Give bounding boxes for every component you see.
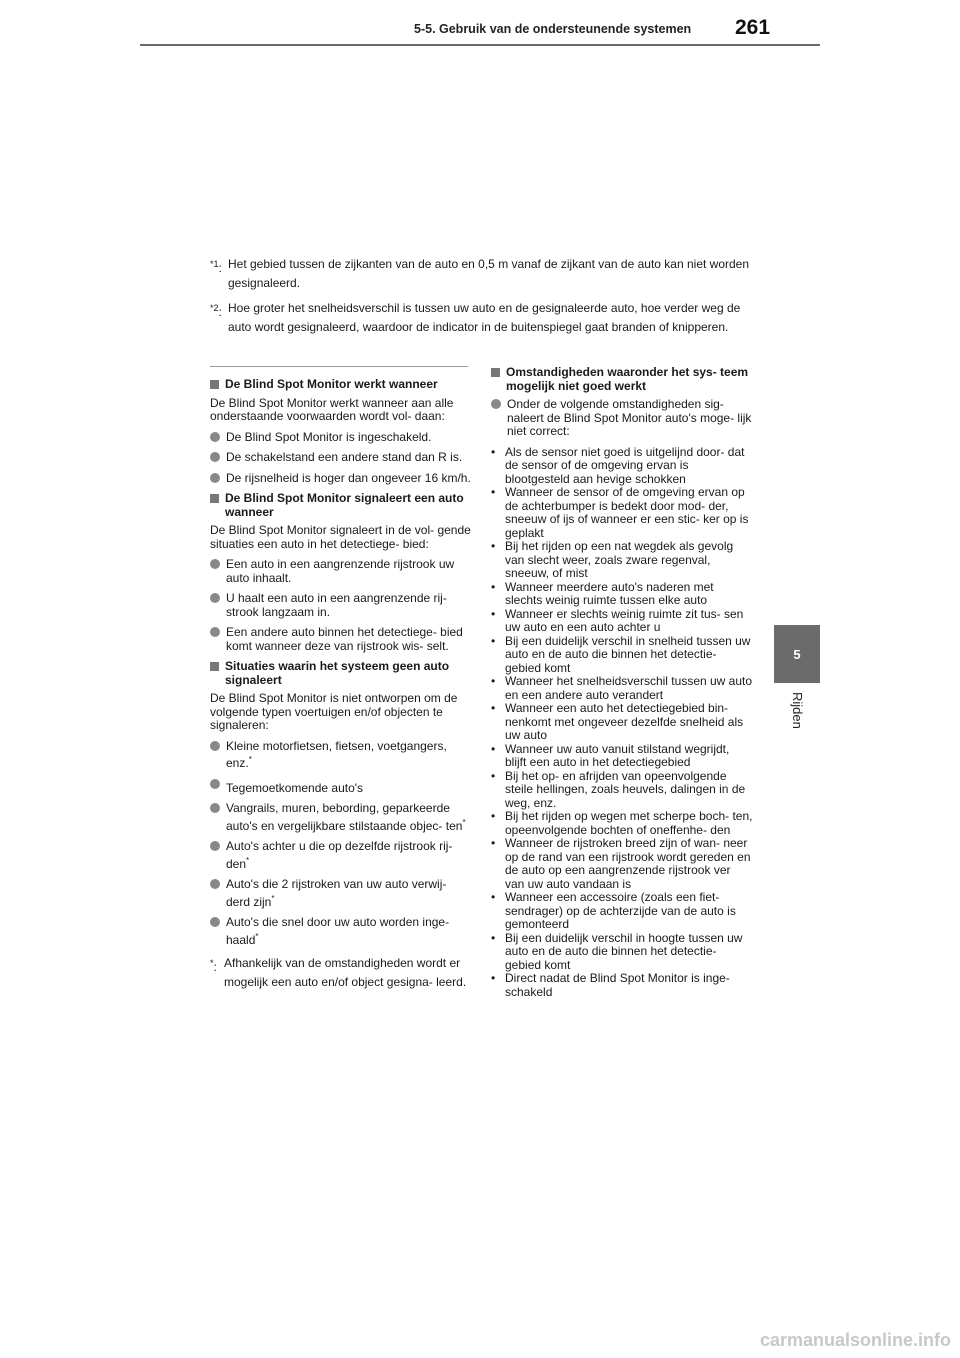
condition-text: Wanneer het snelheidsverschil tussen uw auto en een andere auto verandert xyxy=(505,674,753,702)
condition-text: Direct nadat de Blind Spot Monitor is inge- schakeld xyxy=(505,971,730,999)
section-heading: Situaties waarin het systeem geen auto signaleert xyxy=(210,660,472,687)
condition-text: Wanneer er slechts weinig ruimte zit tus- sen uw auto en een auto achter u xyxy=(505,606,744,634)
condition-text: Wanneer de rijstroken breed zijn of wan- neer op de rand van een rijstrook wordt gereden en de auto op een aangrenzende rijstrook ver van uw auto vandaan is xyxy=(505,836,751,891)
square-bullet-icon xyxy=(210,380,219,389)
chapter-label: Rijden xyxy=(790,692,805,729)
condition-text: Bij het rijden op een nat wegdek als gevolg van slecht weer, zoals zware regenval, sneeuw, of mist xyxy=(505,539,734,580)
condition-text: Wanneer de sensor of de omgeving ervan op de achterbumper is bedekt door mod- der, sneeuw of ijs of wanneer er een stic- ker op is geplakt xyxy=(505,485,749,540)
circle-bullet-icon xyxy=(210,917,220,927)
list-item: Kleine motorfietsen, fietsen, voetgangers, enz.* xyxy=(210,740,472,771)
condition-item xyxy=(491,486,753,540)
circle-bullet-icon xyxy=(210,559,220,569)
bullet-mark: • xyxy=(491,971,496,985)
list-item: Tegemoetkomende auto's xyxy=(210,778,472,796)
list-item: Auto's achter u die op dezelfde rijstrook rij- den* xyxy=(210,840,472,871)
conditions-list xyxy=(491,446,753,1000)
circle-bullet-icon xyxy=(210,841,220,851)
bullet-mark: • xyxy=(491,836,496,850)
circle-bullet-icon xyxy=(210,627,220,637)
section-intro: De Blind Spot Monitor werkt wanneer aan alle onderstaande voorwaarden wordt vol- daan: xyxy=(210,395,454,423)
circle-bullet-icon xyxy=(210,593,220,603)
list-item: Vangrails, muren, bebording, geparkeerde auto's en vergelijkbare stilstaande objec- ten* xyxy=(210,802,472,833)
footnote-text: Hoe groter het snelheidsverschil is tussen uw auto en de gesignaleerde auto, hoe verder weg de auto wordt gesignaleerd, waardoor de indicator in de buitenspiegel gaat branden of knipperen. xyxy=(228,301,741,334)
column-divider xyxy=(210,366,468,367)
circle-bullet-icon xyxy=(210,473,220,483)
square-bullet-icon xyxy=(210,494,219,503)
section-intro: De Blind Spot Monitor signaleert in de vol- gende situaties een auto in het detectiege- bied: xyxy=(210,523,471,551)
square-bullet-icon xyxy=(491,368,500,377)
condition-item xyxy=(491,446,753,487)
bullet-mark: • xyxy=(491,485,496,499)
header-rule xyxy=(140,44,820,46)
bullet-mark: • xyxy=(491,606,496,621)
circle-bullet-icon xyxy=(210,803,220,813)
right-column xyxy=(491,360,753,999)
footnote-1 xyxy=(210,255,750,293)
circle-bullet-icon xyxy=(210,741,220,751)
section-intro: De Blind Spot Monitor is niet ontworpen om de volgende typen voertuigen en/of objecten te signaleren: xyxy=(210,691,458,732)
left-column xyxy=(210,372,472,992)
condition-item xyxy=(491,932,753,973)
circle-bullet-icon xyxy=(210,879,220,889)
footnote-mark: $^{*1}$: xyxy=(210,259,222,275)
list-item: Auto's die 2 rijstroken van uw auto verwij- derd zijn* xyxy=(210,878,472,909)
condition-text: Bij een duidelijk verschil in snelheid tussen uw auto en de auto die binnen het detectie- gebied komt xyxy=(505,633,751,675)
list-item: De schakelstand een andere stand dan R is. xyxy=(210,451,472,465)
condition-item xyxy=(491,972,753,999)
section-heading: Omstandigheden waaronder het sys- teem mogelijk niet goed werkt xyxy=(491,366,753,393)
list-item: De Blind Spot Monitor is ingeschakeld. xyxy=(210,431,472,445)
bullet-mark: • xyxy=(491,539,496,553)
bullet-mark: • xyxy=(491,930,496,945)
page-number: 261 xyxy=(735,16,771,39)
condition-item xyxy=(491,635,753,676)
condition-text: Wanneer een accessoire (zoals een fiet- sendrager) op de achterzijde van de auto is gemonteerd xyxy=(505,890,736,931)
bullet-mark: • xyxy=(491,701,496,715)
condition-item xyxy=(491,581,753,608)
section-heading: De Blind Spot Monitor werkt wanneer xyxy=(210,378,472,392)
list-item: Auto's die snel door uw auto worden inge- haald* xyxy=(210,916,472,947)
asterisk-footnote: *: Afhankelijk van de omstandigheden wordt er mogelijk een auto en/of object gesigna- leerd. xyxy=(210,954,472,992)
condition-text: Bij een duidelijk verschil in hoogte tussen uw auto en de auto die binnen het detectie- gebied komt xyxy=(505,930,743,972)
condition-item xyxy=(491,540,753,581)
bullet-mark: • xyxy=(491,674,496,688)
bullet-mark: • xyxy=(491,633,496,648)
bullet-mark: • xyxy=(491,768,496,783)
chapter-number: 5 xyxy=(793,646,801,662)
top-footnotes xyxy=(210,255,750,343)
list-item: Onder de volgende omstandigheden sig- naleert de Blind Spot Monitor auto's moge- lijk niet correct: xyxy=(491,398,753,439)
chapter-tab xyxy=(774,625,820,683)
list-item: De rijsnelheid is hoger dan ongeveer 16 km/h. xyxy=(210,472,472,486)
list-item: Een auto in een aangrenzende rijstrook uw auto inhaalt. xyxy=(210,558,472,585)
condition-text: Bij het rijden op wegen met scherpe boch- ten, opeenvolgende bochten of oneffenhe- den xyxy=(505,809,753,837)
circle-bullet-icon xyxy=(491,399,501,409)
condition-text: Wanneer een auto het detectiegebied bin- nenkomt met ongeveer dezelfde snelheid als uw auto xyxy=(505,701,744,742)
watermark: carmanualsonline.info xyxy=(760,1330,952,1350)
condition-text: Wanneer meerdere auto's naderen met slechts weinig ruimte tussen elke auto xyxy=(505,579,714,607)
condition-text: Bij het op- en afrijden van opeenvolgende steile hellingen, zoals heuvels, dalingen in de weg, enz. xyxy=(505,768,746,810)
section-title: 5-5. Gebruik van de ondersteunende systemen xyxy=(414,22,692,36)
square-bullet-icon xyxy=(210,662,219,671)
bullet-mark: • xyxy=(491,444,496,459)
condition-text: Als de sensor niet goed is uitgelijnd door- dat de sensor of de omgeving ervan is blootgesteld aan hevige schokken xyxy=(505,444,745,486)
bullet-mark: • xyxy=(491,890,496,904)
footnote-text: Afhankelijk van de omstandigheden wordt er mogelijk een auto en/of object gesigna- leerd. xyxy=(224,956,467,989)
condition-item xyxy=(491,608,753,635)
circle-bullet-icon xyxy=(210,779,220,789)
condition-item xyxy=(491,770,753,811)
condition-item xyxy=(491,837,753,891)
list-item: U haalt een auto in een aangrenzende rij- strook langzaam in. xyxy=(210,592,472,619)
circle-bullet-icon xyxy=(210,452,220,462)
condition-text: Wanneer uw auto vanuit stilstand wegrijdt, blijft een auto in het detectiegebied xyxy=(505,741,730,769)
bullet-mark: • xyxy=(491,809,496,823)
footnote-2 xyxy=(210,299,750,337)
condition-item xyxy=(491,675,753,702)
footnote-mark: $^{*2}$: xyxy=(210,303,222,319)
condition-item xyxy=(491,810,753,837)
list-item: Een andere auto binnen het detectiege- bied komt wanneer deze van rijstrook wis- selt. xyxy=(210,626,472,653)
condition-item xyxy=(491,891,753,932)
condition-item xyxy=(491,743,753,770)
condition-item xyxy=(491,702,753,743)
circle-bullet-icon xyxy=(210,432,220,442)
bullet-mark: • xyxy=(491,579,496,594)
section-heading: De Blind Spot Monitor signaleert een auto wanneer xyxy=(210,492,472,519)
footnote-text: Het gebied tussen de zijkanten van de auto en 0,5 m vanaf de zijkant van de auto kan niet worden gesignaleerd. xyxy=(228,257,750,290)
bullet-mark: • xyxy=(491,741,496,756)
